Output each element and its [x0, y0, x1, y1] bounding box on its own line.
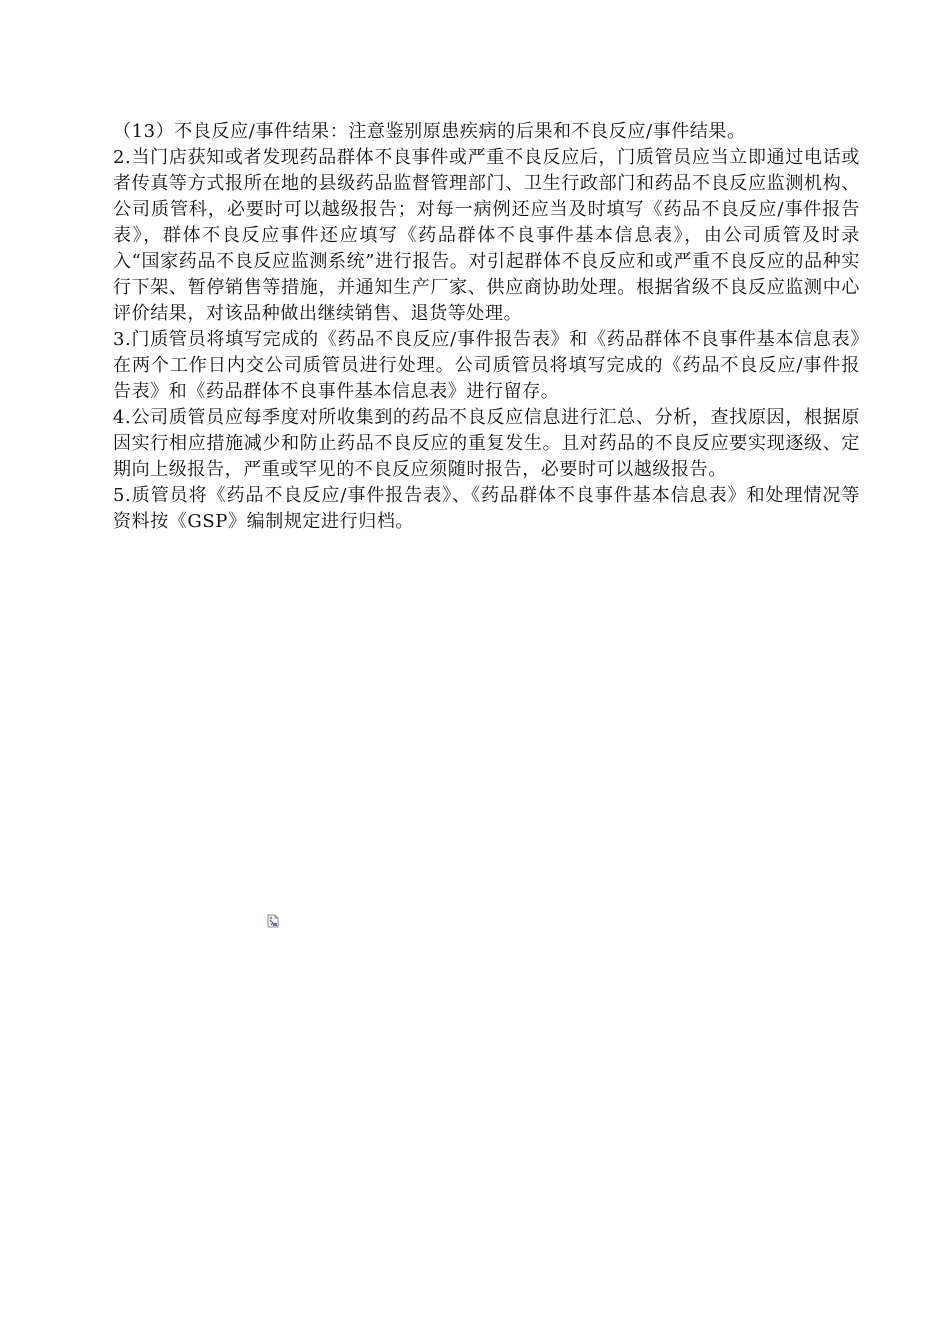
paragraph-section-4: 4.公司质管员应每季度对所收集到的药品不良反应信息进行汇总、分析，查找原因，根据原因实行相应措施减少和防止药品不良反应的重复发生。且对药品的不良反应要实现逐级、定期向上级报告，严重或罕见的不良反应须随时报告，必要时可以越级报告。: [113, 407, 860, 480]
paragraph-section-3: 3.门质管员将填写完成的《药品不良反应/事件报告表》和《药品群体不良事件基本信息表》在两个工作日内交公司质管员进行处理。公司质管员将填写完成的《药品不良反应/事件报告表》和《药品群体不良事件基本信息表》进行留存。: [113, 329, 860, 402]
paragraph-section-2: 2.当门店获知或者发现药品群体不良事件或严重不良反应后，门质管员应当立即通过电话或者传真等方式报所在地的县级药品监督管理部门、卫生行政部门和药品不良反应监测机构、公司质管科，必要时可以越级报告；对每一病例还应当及时填写《药品不良反应/事件报告表》，群体不良反应事件还应填写《药品群体不良事件基本信息表》，由公司质管及时录入“国家药品不良反应监测系统”进行报告。对引起群体不良反应和或严重不良反应的品种实行下架、暂停销售等措施，并通知生产厂家、供应商协助处理。根据省级不良反应监测中心评价结果，对该品种做出继续销售、退货等处理。: [113, 147, 860, 324]
document-body: [113, 119, 860, 535]
paragraph-section-5: 5.质管员将《药品不良反应/事件报告表》、《药品群体不良事件基本信息表》和处理情况等资料按《GSP》编制规定进行归档。: [113, 485, 860, 532]
broken-image-icon: [267, 914, 279, 928]
paragraph-item-13: （13）不良反应/事件结果：注意鉴别原患疾病的后果和不良反应/事件结果。: [113, 121, 746, 142]
